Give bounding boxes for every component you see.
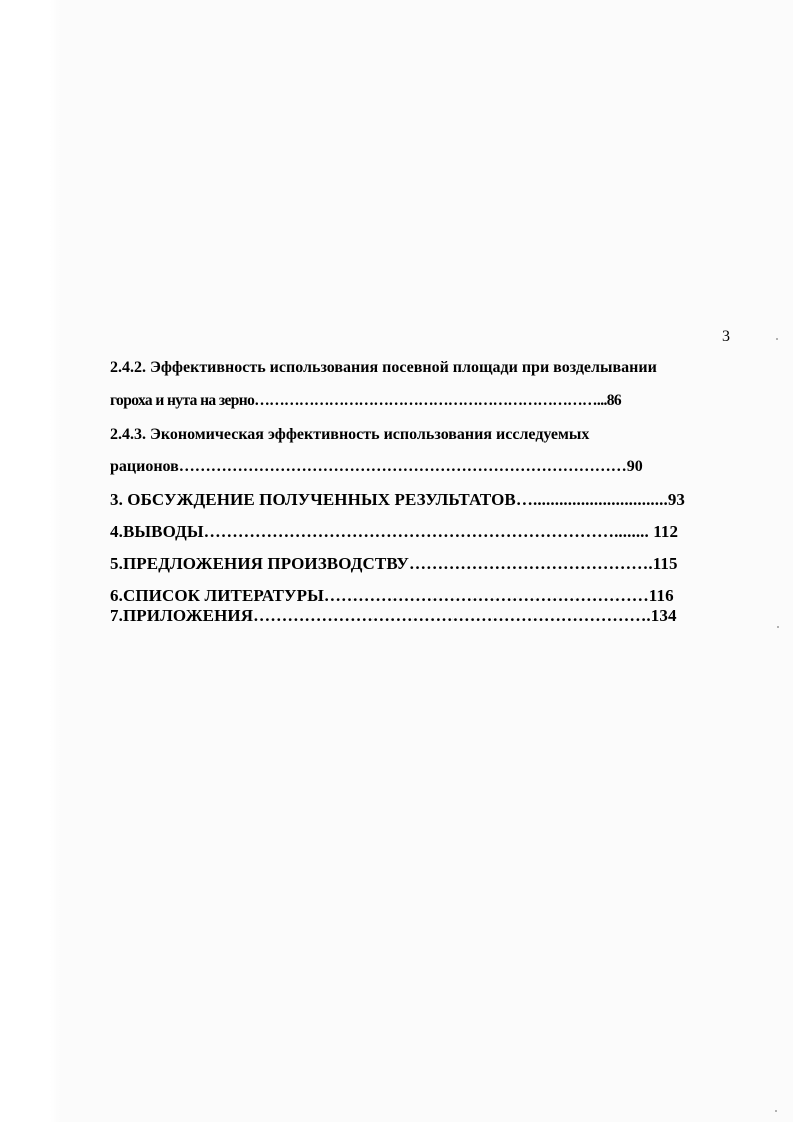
toc-entry-2-4-3-continued: рационов…………………………………………………………………………90	[110, 458, 643, 475]
toc-entry-appendices: 7.ПРИЛОЖЕНИЯ…………………………………………………………….134	[110, 606, 677, 625]
page-number: 3	[722, 328, 730, 345]
toc-entry-2-4-3: 2.4.3. Экономическая эффективность использования исследуемых	[110, 426, 590, 443]
toc-entry-discussion: 3. ОБСУЖДЕНИЕ ПОЛУЧЕННЫХ РЕЗУЛЬТАТОВ…...............................93	[110, 490, 686, 509]
toc-entry-2-4-2: 2.4.2. Эффективность использования посевной площади при возделывании	[110, 359, 657, 376]
toc-entry-2-4-2-continued: гороха и нута на зерно……………………………………………………………...86	[110, 392, 622, 409]
scan-speck	[775, 1110, 777, 1112]
toc-entry-proposals: 5.ПРЕДЛОЖЕНИЯ ПРОИЗВОДСТВУ…………………………………….115	[110, 554, 678, 573]
toc-entry-references: 6.СПИСОК ЛИТЕРАТУРЫ…………………………………………………116	[110, 586, 674, 605]
scan-speck	[777, 626, 779, 628]
toc-entry-conclusions: 4.ВЫВОДЫ………………………………………………………………........ 112	[110, 522, 679, 541]
scan-speck	[776, 338, 778, 340]
